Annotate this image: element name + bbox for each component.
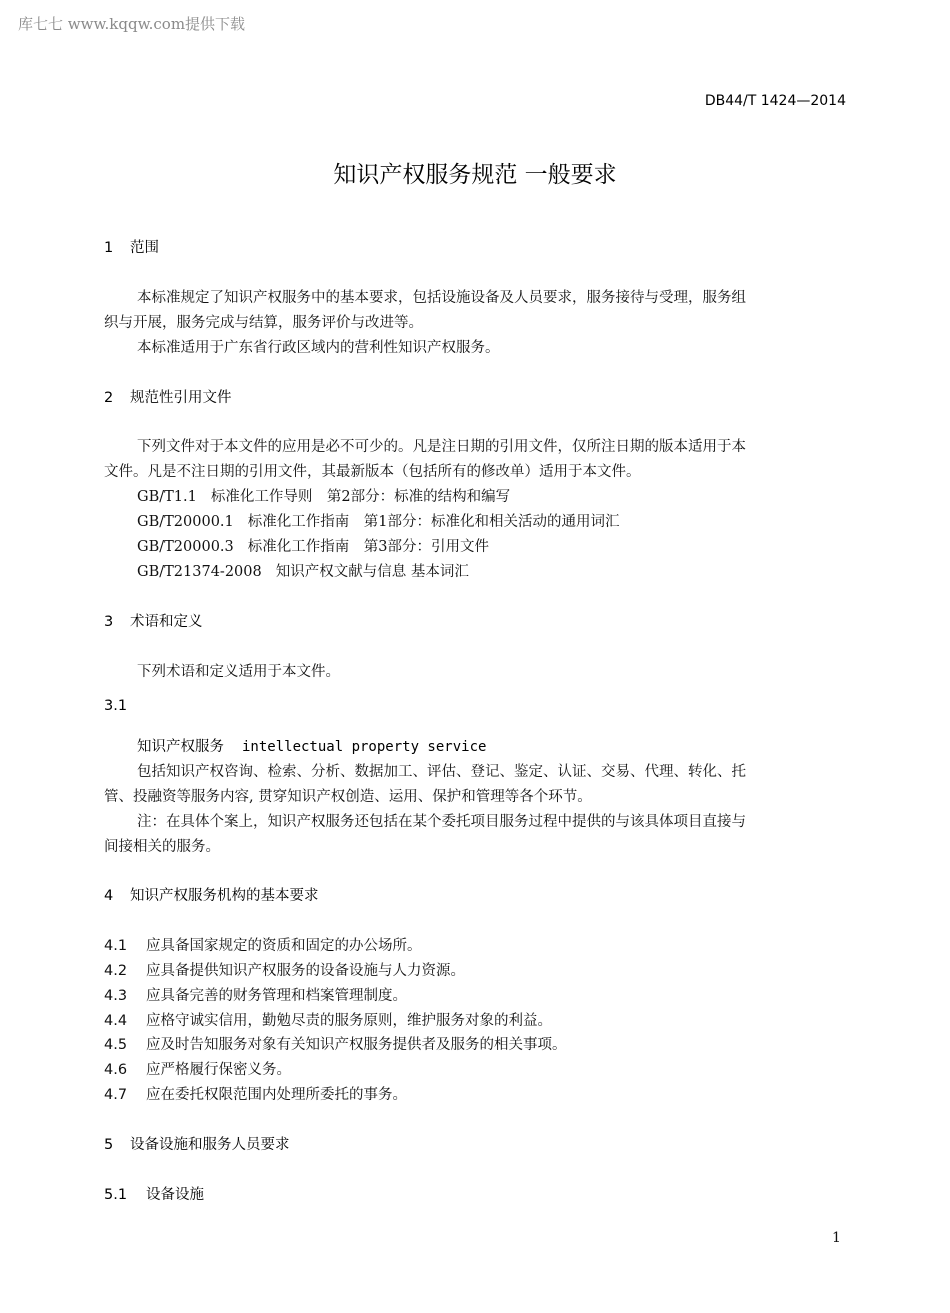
term-definition-line: 管、投融资等服务内容, 贯穿知识产权创造、运用、保护和管理等各个环节。 (104, 789, 592, 805)
page-title: 知识产权服务规范 一般要求 (333, 162, 617, 188)
section-1-heading (104, 236, 159, 257)
section-5-heading (104, 1133, 290, 1154)
section-number: 3 (104, 614, 114, 630)
term-chinese: 知识产权服务 (137, 739, 224, 755)
item-text: 应严格履行保密义务。 (146, 1062, 291, 1078)
subsection-title: 设备设施 (146, 1187, 204, 1203)
item-text: 应具备国家规定的资质和固定的办公场所。 (146, 938, 422, 954)
term-note-line: 间接相关的服务。 (104, 839, 220, 855)
requirement-item (104, 1058, 291, 1079)
subsection-5-1-heading (104, 1183, 204, 1204)
item-text: 应及时告知服务对象有关知识产权服务提供者及服务的相关事项。 (146, 1037, 567, 1053)
reference-item (137, 560, 469, 581)
reference-title: 标准化工作指南 第1部分：标准化和相关活动的通用词汇 (247, 514, 620, 530)
item-number: 4.7 (104, 1087, 128, 1103)
s1-paragraph-line: 织与开展，服务完成与结算，服务评价与改进等。 (104, 315, 423, 331)
item-number: 4.3 (104, 988, 128, 1004)
requirement-item (104, 934, 422, 955)
reference-title: 知识产权文献与信息 基本词汇 (275, 564, 469, 580)
item-number: 4.6 (104, 1062, 128, 1078)
s1-paragraph-line: 本标准规定了知识产权服务中的基本要求，包括设施设备及人员要求，服务接待与受理，服务组 (137, 290, 746, 306)
reference-item (137, 510, 620, 531)
page-number: 1 (832, 1230, 841, 1246)
requirement-item (104, 959, 465, 980)
term-number: 3.1 (104, 698, 128, 714)
item-text: 应在委托权限范围内处理所委托的事务。 (146, 1087, 407, 1103)
section-number: 5 (104, 1137, 114, 1153)
section-title: 知识产权服务机构的基本要求 (130, 888, 319, 904)
s3-paragraph: 下列术语和定义适用于本文件。 (137, 664, 340, 680)
s1-paragraph-line: 本标准适用于广东省行政区域内的营利性知识产权服务。 (137, 340, 500, 356)
s2-paragraph-line: 文件。凡是不注日期的引用文件，其最新版本（包括所有的修改单）适用于本文件。 (104, 464, 641, 480)
reference-code: GB/T20000.3 (137, 539, 234, 555)
section-number: 2 (104, 390, 114, 406)
item-number: 4.2 (104, 963, 128, 979)
reference-code: GB/T20000.1 (137, 514, 234, 530)
requirement-item (104, 1033, 567, 1054)
term-english: intellectual property service (242, 739, 487, 755)
section-4-heading (104, 884, 319, 905)
section-title: 设备设施和服务人员要求 (130, 1137, 290, 1153)
reference-code: GB/T21374-2008 (137, 564, 262, 580)
requirement-item (104, 984, 407, 1005)
term-definition-line: 包括知识产权咨询、检索、分析、数据加工、评估、登记、鉴定、认证、交易、代理、转化、托 (137, 764, 746, 780)
item-number: 4.5 (104, 1037, 128, 1053)
section-title: 术语和定义 (130, 614, 203, 630)
section-2-heading (104, 386, 232, 407)
term-entry (137, 735, 486, 756)
reference-item (137, 485, 510, 506)
section-number: 1 (104, 240, 114, 256)
subsection-number: 5.1 (104, 1187, 128, 1203)
reference-title: 标准化工作指南 第3部分：引用文件 (247, 539, 489, 555)
watermark-text: 库七七 www.kqqw.com提供下载 (18, 15, 246, 33)
s2-paragraph-line: 下列文件对于本文件的应用是必不可少的。凡是注日期的引用文件，仅所注日期的版本适用于本 (137, 439, 746, 455)
reference-item (137, 535, 489, 556)
item-text: 应具备完善的财务管理和档案管理制度。 (146, 988, 407, 1004)
section-number: 4 (104, 888, 114, 904)
item-text: 应格守诚实信用，勤勉尽责的服务原则，维护服务对象的利益。 (146, 1013, 552, 1029)
term-note-line: 注：在具体个案上，知识产权服务还包括在某个委托项目服务过程中提供的与该具体项目直接与 (137, 814, 746, 830)
requirement-item (104, 1009, 552, 1030)
item-text: 应具备提供知识产权服务的设备设施与人力资源。 (146, 963, 465, 979)
section-title: 规范性引用文件 (130, 390, 232, 406)
section-title: 范围 (130, 240, 159, 256)
reference-code: GB/T1.1 (137, 489, 197, 505)
item-number: 4.4 (104, 1013, 128, 1029)
requirement-item (104, 1083, 407, 1104)
document-number: DB44/T 1424—2014 (704, 93, 846, 109)
reference-title: 标准化工作导则 第2部分：标准的结构和编写 (210, 489, 511, 505)
item-number: 4.1 (104, 938, 128, 954)
section-3-heading (104, 610, 203, 631)
